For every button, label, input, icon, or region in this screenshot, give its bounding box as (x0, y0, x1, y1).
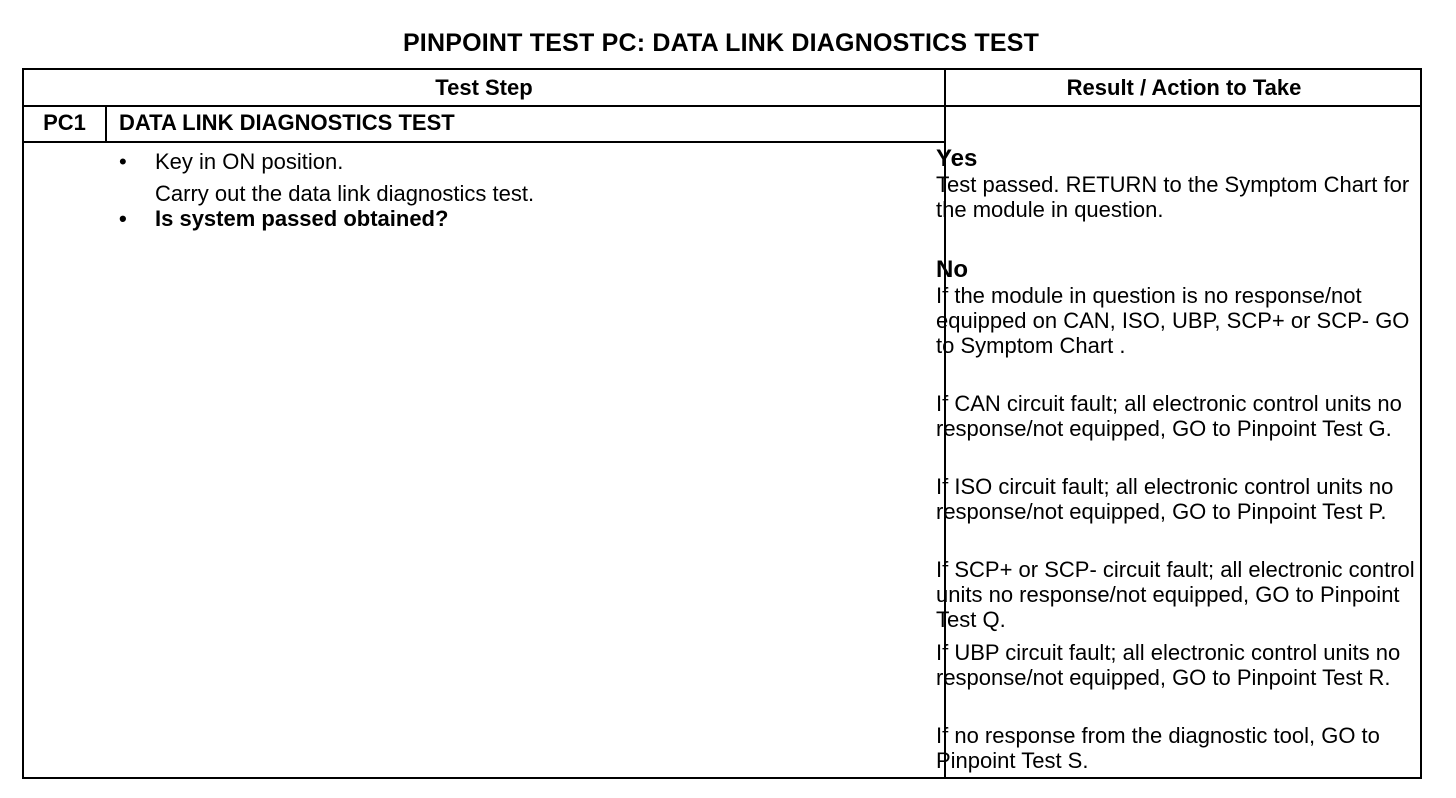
result-yes-text: Test passed. RETURN to the Symptom Chart for the module in question. (936, 172, 1410, 222)
result-no-item: If CAN circuit fault; all electronic control units no response/not equipped, GO to Pinpoint Test G. (936, 391, 1402, 441)
result-no-item: If no response from the diagnostic tool, GO to Pinpoint Test S. (936, 723, 1380, 773)
instruction-carry-out-test: Carry out the data link diagnostics test. (155, 181, 535, 206)
instruction-question: Is system passed obtained? (155, 206, 449, 231)
bullet-marker: • (119, 149, 127, 174)
header-divider (24, 105, 1422, 107)
result-no-ubp (936, 640, 1416, 690)
result-no-label: No (936, 256, 968, 283)
step-id-divider (105, 105, 107, 142)
pinpoint-test-table (22, 68, 1422, 779)
result-yes-label: Yes (936, 145, 978, 172)
step-title: DATA LINK DIAGNOSTICS TEST (119, 110, 455, 135)
header-test-step: Test Step (435, 75, 533, 100)
result-no-iso (936, 474, 1416, 524)
result-no-item: If SCP+ or SCP- circuit fault; all electronic control units no response/not equipped, GO to Pinpoint Test Q. (936, 557, 1415, 632)
result-no-tool (936, 723, 1416, 773)
result-no-can (936, 391, 1416, 441)
result-no-scp (936, 557, 1416, 632)
step-title-divider (24, 141, 944, 143)
header-result-action: Result / Action to Take (1066, 75, 1302, 100)
result-no-item: If UBP circuit fault; all electronic control units no response/not equipped, GO to Pinpoint Test R. (936, 640, 1401, 690)
page-title: PINPOINT TEST PC: DATA LINK DIAGNOSTICS TEST (402, 29, 1040, 57)
result-yes (936, 146, 1416, 222)
step-id: PC1 (43, 110, 86, 135)
instruction-key-on: Key in ON position. (155, 149, 344, 174)
result-no-item: If ISO circuit fault; all electronic control units no response/not equipped, GO to Pinpoint Test P. (936, 474, 1394, 524)
bullet-marker: • (119, 206, 127, 231)
result-no-item: If the module in question is no response/not equipped on CAN, ISO, UBP, SCP+ or SCP- GO to Symptom Chart . (936, 283, 1410, 358)
result-no (936, 257, 1416, 358)
